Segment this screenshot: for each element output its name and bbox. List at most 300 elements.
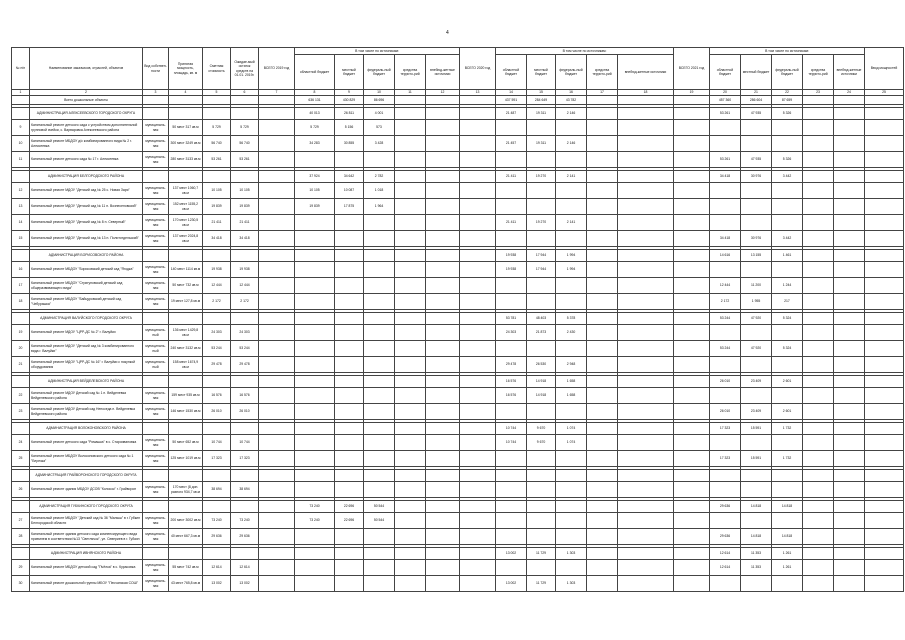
col-header-ownership: Вид собствен-ности [143,48,169,90]
value-cell: 53 261 [231,152,259,168]
column-number-cell: 6 [231,90,259,96]
value-cell [618,388,674,404]
value-cell [834,96,865,105]
value-cell [710,262,741,278]
value-cell: 13 002 [203,576,231,592]
object-name-cell: Капитальный ремонт МДОУ "ЦРР-ДС № 2" г. Валуйки [30,325,143,341]
value-cell: 14 918 [527,388,556,404]
value-cell: муниципаль-ная [143,435,169,451]
value-cell: 16 576 [496,376,527,388]
value-cell [295,482,335,498]
value-cell: 17 323 [710,451,741,467]
value-cell [426,388,460,404]
value-cell [395,482,426,498]
district-header-row [12,423,904,435]
value-cell: муниципаль-ная [143,482,169,498]
value-cell: 137 мест 2024,8 кв.м [169,231,203,247]
column-number-cell: 13 [460,90,496,96]
value-cell [231,501,259,513]
value-cell [460,388,496,404]
value-cell [556,470,587,482]
value-cell [295,262,335,278]
district-header-row [12,171,904,183]
value-cell [587,120,618,136]
value-cell [426,470,460,482]
value-cell [556,152,587,168]
value-cell [865,231,904,247]
value-cell: 10 744 [203,435,231,451]
value-cell [710,325,741,341]
value-cell [587,250,618,262]
table-body [12,96,904,592]
value-cell [426,501,460,513]
value-cell [834,250,865,262]
value-cell [496,341,527,357]
value-cell [426,108,460,120]
row-number-cell [12,313,30,325]
value-cell [803,529,834,545]
value-cell [395,215,426,231]
row-number-cell: 23 [12,404,30,420]
value-cell [834,576,865,592]
value-cell: 12 614 [710,560,741,576]
value-cell [772,136,803,152]
value-cell: 50 544 [364,501,395,513]
object-row [12,560,904,576]
value-cell [295,470,335,482]
value-cell [618,325,674,341]
value-cell [741,357,772,373]
value-cell [527,341,556,357]
value-cell: 26 010 [231,404,259,420]
value-cell [587,451,618,467]
value-cell [865,482,904,498]
value-cell [259,152,295,168]
value-cell [834,108,865,120]
value-cell [335,435,364,451]
object-row [12,482,904,498]
value-cell [295,341,335,357]
value-cell [496,278,527,294]
value-cell [426,262,460,278]
district-header-row [12,250,904,262]
column-number-cell: 18 [618,90,674,96]
value-cell [426,215,460,231]
value-cell [460,376,496,388]
value-cell: 15 591 [741,423,772,435]
value-cell [395,120,426,136]
value-cell [834,313,865,325]
value-cell [834,376,865,388]
value-cell [527,152,556,168]
value-cell [556,560,587,576]
value-cell [618,278,674,294]
value-cell [335,560,364,576]
value-cell [395,325,426,341]
object-row [12,183,904,199]
value-cell [710,470,741,482]
value-cell [834,152,865,168]
value-cell [834,183,865,199]
value-cell: 12 444 [710,278,741,294]
value-cell: 136 мест 1429,8 кв.м [169,325,203,341]
value-cell [527,451,556,467]
row-number-cell [12,171,30,183]
col-header-territory: средства террито-рий [803,55,834,90]
value-cell [587,136,618,152]
value-cell [460,576,496,592]
value-cell [295,548,335,560]
value-cell: 19 938 [203,262,231,278]
value-cell [295,423,335,435]
value-cell [674,451,710,467]
value-cell [674,388,710,404]
value-cell [460,404,496,420]
value-cell [834,278,865,294]
value-cell: 10 105 [203,183,231,199]
col-header-group-2021: В том числе по источникам: [710,48,865,55]
value-cell: 22 696 [335,513,364,529]
row-number-cell: 12 [12,183,30,199]
value-cell: 23 409 [741,404,772,420]
value-cell [426,341,460,357]
value-cell: 11 729 [527,576,556,592]
value-cell: 2 172 [710,294,741,310]
value-cell [231,108,259,120]
value-cell [295,404,335,420]
value-cell [803,171,834,183]
value-cell [426,313,460,325]
value-cell [803,250,834,262]
value-cell [710,435,741,451]
value-cell [335,357,364,373]
column-number-cell: 10 [364,90,395,96]
value-cell [395,451,426,467]
value-cell [587,183,618,199]
value-cell [618,294,674,310]
value-cell: муниципаль-ная [143,576,169,592]
value-cell: 34 283 [295,136,335,152]
row-number-cell: 18 [12,294,30,310]
value-cell [865,325,904,341]
value-cell: 158 мест 1674,9 кв.м [169,357,203,373]
value-cell [587,470,618,482]
value-cell [834,513,865,529]
value-cell: 53 261 [203,152,231,168]
value-cell: 12 614 [203,560,231,576]
value-cell [618,199,674,215]
value-cell [556,278,587,294]
row-number-cell: 27 [12,513,30,529]
column-number-cell: 5 [203,90,231,96]
value-cell [674,215,710,231]
value-cell: 29 478 [231,357,259,373]
value-cell [710,183,741,199]
value-cell [259,250,295,262]
value-cell [259,435,295,451]
value-cell [364,376,395,388]
value-cell: 19 311 [527,108,556,120]
value-cell [335,278,364,294]
value-cell [803,576,834,592]
value-cell: 29 478 [496,357,527,373]
value-cell: 19 270 [527,215,556,231]
value-cell [426,231,460,247]
value-cell [674,470,710,482]
value-cell: 16 576 [231,388,259,404]
value-cell [803,513,834,529]
value-cell: 1 461 [772,250,803,262]
value-cell: 9 670 [527,423,556,435]
value-cell: 17 323 [203,451,231,467]
value-cell [395,136,426,152]
column-number-cell: 22 [772,90,803,96]
value-cell [710,357,741,373]
object-row [12,278,904,294]
value-cell [364,313,395,325]
object-row [12,341,904,357]
value-cell [674,513,710,529]
value-cell [426,120,460,136]
value-cell: 1 018 [364,183,395,199]
district-name-cell: АДМИНИСТРАЦИЯ ВЕЙДЕЛЕВСКОГО РАЙОНА [30,376,143,388]
value-cell: 170 мест (8 доп. разного 934,7 кв.м [169,482,203,498]
object-row [12,262,904,278]
row-number-cell: 19 [12,325,30,341]
value-cell [259,548,295,560]
value-cell: 13 002 [496,548,527,560]
value-cell [335,294,364,310]
column-number-cell: 1 [12,90,30,96]
value-cell [143,548,169,560]
value-cell [587,529,618,545]
value-cell [772,325,803,341]
value-cell [710,482,741,498]
value-cell: 47 920 [741,313,772,325]
value-cell [460,262,496,278]
value-cell [527,560,556,576]
value-cell [395,548,426,560]
value-cell: муниципаль-ная [143,278,169,294]
value-cell [426,576,460,592]
value-cell [556,501,587,513]
value-cell [295,560,335,576]
value-cell [335,529,364,545]
column-number-cell: 12 [426,90,460,96]
value-cell [865,470,904,482]
value-cell: 13 002 [231,576,259,592]
value-cell [741,388,772,404]
value-cell [460,423,496,435]
value-cell: 21 411 [496,171,527,183]
value-cell [203,548,231,560]
value-cell: 22 696 [335,501,364,513]
value-cell [674,231,710,247]
value-cell [460,108,496,120]
value-cell: 19 839 [203,199,231,215]
row-number-cell: 22 [12,388,30,404]
value-cell [834,231,865,247]
value-cell [674,341,710,357]
value-cell [426,294,460,310]
value-cell [259,136,295,152]
value-cell [865,278,904,294]
value-cell [169,108,203,120]
col-header-offbudget: внебюд-жетные источники [618,55,674,90]
value-cell: 170 мест 1230,5 кв.м [169,215,203,231]
value-cell: 34 418 [710,231,741,247]
value-cell [460,250,496,262]
value-cell: 11 200 [741,278,772,294]
value-cell: 2 146 [556,108,587,120]
value-cell [335,376,364,388]
value-cell [556,341,587,357]
column-number-cell: 3 [143,90,169,96]
value-cell [259,482,295,498]
value-cell [834,171,865,183]
value-cell: 2 172 [203,294,231,310]
object-name-cell: Капитальный ремонт МБДОУ "Борисовский детский сад "Ягодка" [30,262,143,278]
value-cell: 43 782 [556,96,587,105]
value-cell: 284 649 [527,96,556,105]
value-cell: 15 591 [741,451,772,467]
value-cell [259,171,295,183]
value-cell: 50 мест 732 кв.м [169,278,203,294]
column-number-cell: 15 [527,90,556,96]
value-cell [741,470,772,482]
value-cell: 12 614 [231,560,259,576]
col-header-name: Наименование заказчиков, отраслей, объектов [30,48,143,90]
value-cell: 17 875 [335,199,364,215]
value-cell [587,388,618,404]
value-cell [587,376,618,388]
value-cell [587,482,618,498]
value-cell: 37 924 [295,171,335,183]
value-cell: 30 976 [741,171,772,183]
value-cell: 47 920 [741,341,772,357]
value-cell [460,136,496,152]
row-number-cell: 30 [12,576,30,592]
row-number-cell [12,250,30,262]
value-cell [618,357,674,373]
value-cell: 2 141 [556,171,587,183]
col-header-commissioning: Ввод мощностей [865,48,904,90]
value-cell [803,404,834,420]
value-cell [143,470,169,482]
row-number-cell [12,548,30,560]
value-cell [772,120,803,136]
value-cell [674,278,710,294]
value-cell [295,451,335,467]
district-name-cell: АДМИНИСТРАЦИЯ ИВНЯНСКОГО РАЙОНА [30,548,143,560]
value-cell [674,501,710,513]
value-cell [556,482,587,498]
value-cell [772,183,803,199]
value-cell [460,215,496,231]
value-cell [865,215,904,231]
value-cell [426,435,460,451]
value-cell [865,357,904,373]
value-cell: 56 740 [231,136,259,152]
value-cell: 636 131 [295,96,335,105]
value-cell [618,108,674,120]
value-cell [364,388,395,404]
value-cell [556,120,587,136]
value-cell: 34 418 [231,231,259,247]
value-cell [460,313,496,325]
value-cell: 19 938 [496,250,527,262]
value-cell [587,548,618,560]
row-number-cell: 17 [12,278,30,294]
value-cell [460,501,496,513]
value-cell [143,313,169,325]
value-cell [259,576,295,592]
column-number-cell: 4 [169,90,203,96]
value-cell [203,423,231,435]
value-cell [295,278,335,294]
value-cell: 16 576 [203,388,231,404]
value-cell [587,215,618,231]
value-cell: 24 303 [496,325,527,341]
value-cell: 200 мест 3002 кв.м [169,513,203,529]
value-cell [460,513,496,529]
value-cell: 5 324 [772,313,803,325]
value-cell [803,325,834,341]
value-cell [460,152,496,168]
value-cell [618,250,674,262]
value-cell [295,376,335,388]
value-cell [772,199,803,215]
col-header-local: местный бюджет [741,55,772,90]
value-cell: 3 442 [772,171,803,183]
district-header-row [12,548,904,560]
value-cell [618,470,674,482]
value-cell: 21 411 [496,215,527,231]
object-name-cell: Капитальный ремонт МДОУ "ЦРР-ДС № 16" г. Валуйки с покупкой оборудования [30,357,143,373]
value-cell: 430 829 [335,96,364,105]
value-cell [741,215,772,231]
value-cell [364,404,395,420]
column-number-cell: 8 [295,90,335,96]
value-cell: 38 694 [203,482,231,498]
value-cell [335,404,364,420]
value-cell: 19 839 [295,199,335,215]
col-header-capacity: Принятая мощность, площадь, кв. м [169,48,203,90]
value-cell [203,313,231,325]
value-cell: 217 [772,294,803,310]
value-cell: 2 141 [556,215,587,231]
value-cell: 10 744 [496,435,527,451]
value-cell: муниципаль-ная [143,388,169,404]
value-cell [259,501,295,513]
value-cell: 2 601 [772,404,803,420]
value-cell [460,560,496,576]
value-cell [772,576,803,592]
col-header-territory: средства террито-рий [395,55,426,90]
value-cell: 14 918 [527,376,556,388]
value-cell [169,423,203,435]
value-cell: 573 [364,120,395,136]
value-cell [587,171,618,183]
value-cell [143,171,169,183]
value-cell [618,136,674,152]
value-cell: 43 мест 765,8 кв.м [169,576,203,592]
value-cell: 9 670 [527,435,556,451]
row-number-cell: 14 [12,215,30,231]
value-cell [865,513,904,529]
value-cell [460,548,496,560]
value-cell [803,96,834,105]
